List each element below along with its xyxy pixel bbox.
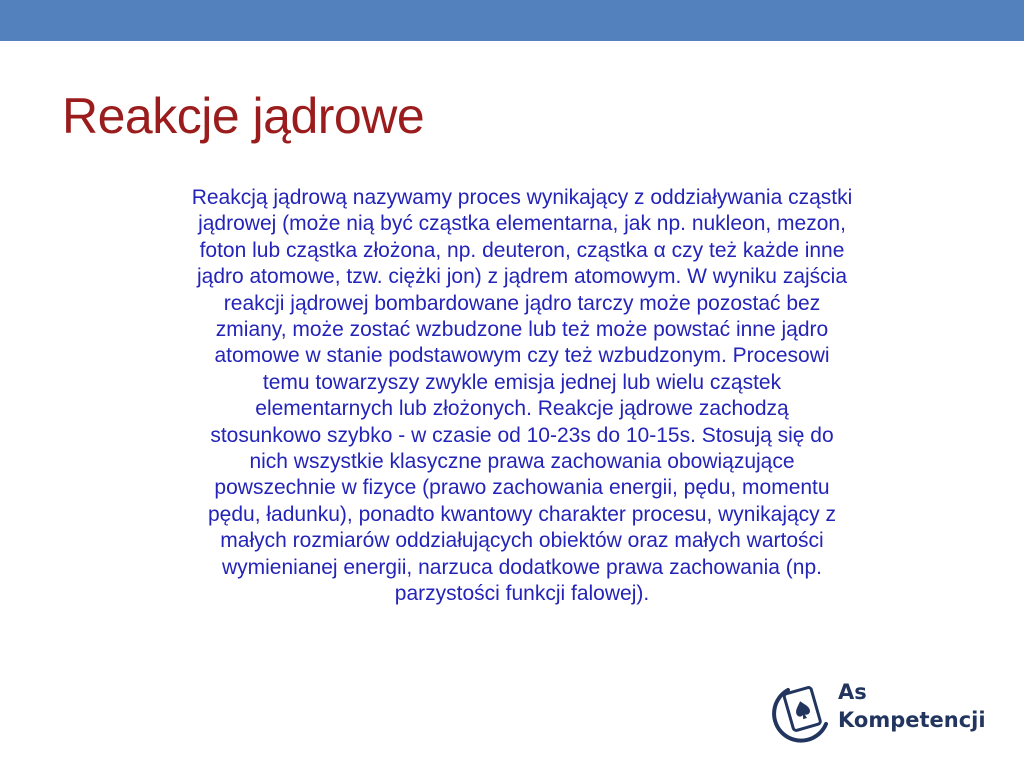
logo-line-2: Kompetencji	[838, 708, 986, 732]
top-bar	[0, 0, 1024, 41]
as-kompetencji-logo	[768, 676, 1008, 744]
slide-body-text: Reakcją jądrową nazywamy proces wynikający z oddziaływania cząstki jądrowej (może nią być cząstka elementarna, jak np. nukleon, mezon, foton lub cząstka złożona, np. deuteron, cząstka α czy też każde inne jądro atomowe, tzw. ciężki jon) z jądrem atomowym. W wyniku zajścia reakcji jądrowej bombardowane jądro tarczy może pozostać bez zmiany, może zostać wzbudzone lub też może powstać inne jądro atomowe w stanie podstawowym czy też wzbudzonym. Procesowi temu towarzyszy zwykle emisja jednej lub wielu cząstek elementarnych lub złożonych. Reakcje jądrowe zachodzą stosunkowo szybko - w czasie od 10-23s do 10-15s. Stosują się do nich wszystkie klasyczne prawa zachowania obowiązujące powszechnie w fizyce (prawo zachowania energii, pędu, momentu pędu, ładunku), ponadto kwantowy charakter procesu, wynikający z małych rozmiarów oddziałujących obiektów oraz małych wartości wymienianej energii, narzuca dodatkowe prawa zachowania (np. parzystości funkcji falowej).	[191, 186, 853, 606]
logo-wordmark	[838, 678, 986, 734]
spade-card-icon	[768, 676, 834, 744]
logo-line-1: As	[838, 680, 867, 704]
slide-title: Reakcje jądrowe	[62, 88, 425, 144]
